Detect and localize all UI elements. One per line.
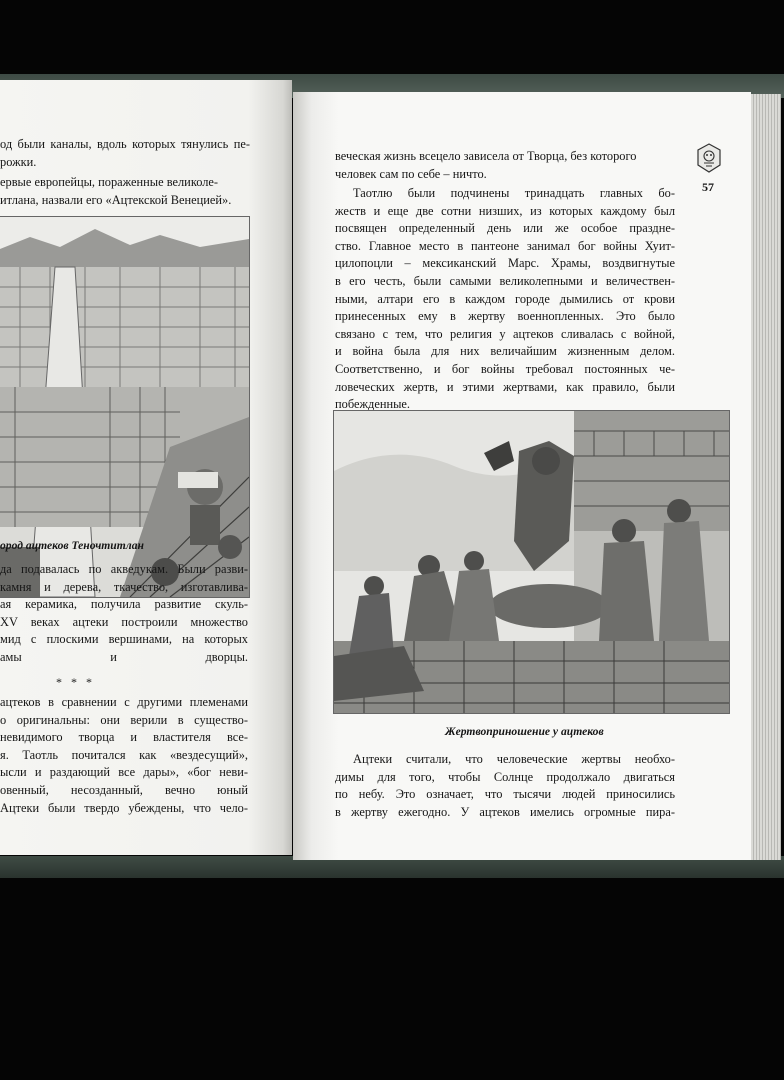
left-paragraph-4: ацтеков в сравнении с другими племенами о оригинальны: они верили в существо- невидимого творца и властителя все- я. Таотль почитался как «вездесущий», ысли и раздающий все дары», «бог неви- овенный, несозданный, вечно юный Ацтеки были твердо убеждены, что чело-: [0, 695, 248, 815]
section-separator: * * *: [56, 675, 95, 689]
sacrifice-illustration: [333, 410, 730, 714]
left-page: [0, 80, 292, 855]
left-paragraph-1: од были каналы, вдоль которых тянулись пе- рожки.: [0, 137, 250, 169]
page-number: 57: [702, 180, 714, 194]
left-paragraph-3: да подавалась по акведукам. Были разви- камня и дерева, ткачество, изготавлива- ая керамика, получила развитие скуль- XV веках ацтеки построили множество мид с плоскими вершинами, на которых амы и дворцы.: [0, 562, 248, 664]
right-paragraph-3: Ацтеки считали, что человеческие жертвы необхо- димы для того, чтобы Солнце продолжало двигаться по небу. Это означает, что тысячи людей приносились в жертву ежегодно. У ацтеков имелись огромные пира-: [335, 752, 675, 819]
page-edges: [751, 94, 781, 860]
right-paragraph-1: веческая жизнь всецело зависела от Творца, без которого человек сам по себе – ничто.: [335, 149, 637, 181]
left-paragraph-2: ервые европейцы, пораженные великоле- итлана, назвали его «Ацтекской Венецией».: [0, 175, 232, 207]
left-caption: ород ацтеков Теночтитлан: [0, 539, 144, 552]
right-page: [293, 92, 751, 860]
right-caption: Жертвоприношение у ацтеков: [445, 725, 604, 738]
right-paragraph-2: Таотлю были подчинены тринадцать главных бо- жеств и еще две сотни низших, из которых каждому был посвящен определенный день или же особое праздне- ство. Главное место в пантеоне занимал бог войны Хуит- цилопоцли – мексиканский Марс. Храмы, воздвигнутые в его честь, были самыми великолепными и величествен- ными, алтари его в каждом городе дымились от крови принесенных ему в жертву военнопленных. Это было связано с тем, что религия у ацтеков сливалась с войной, и война была для них величайшим жизненным делом. Соответственно, и бог войны требовал постоянных че- ловеческих жертв, и этими жертвами, как правило, были побежденные.: [335, 186, 675, 412]
aztec-emblem-icon: [696, 143, 722, 173]
